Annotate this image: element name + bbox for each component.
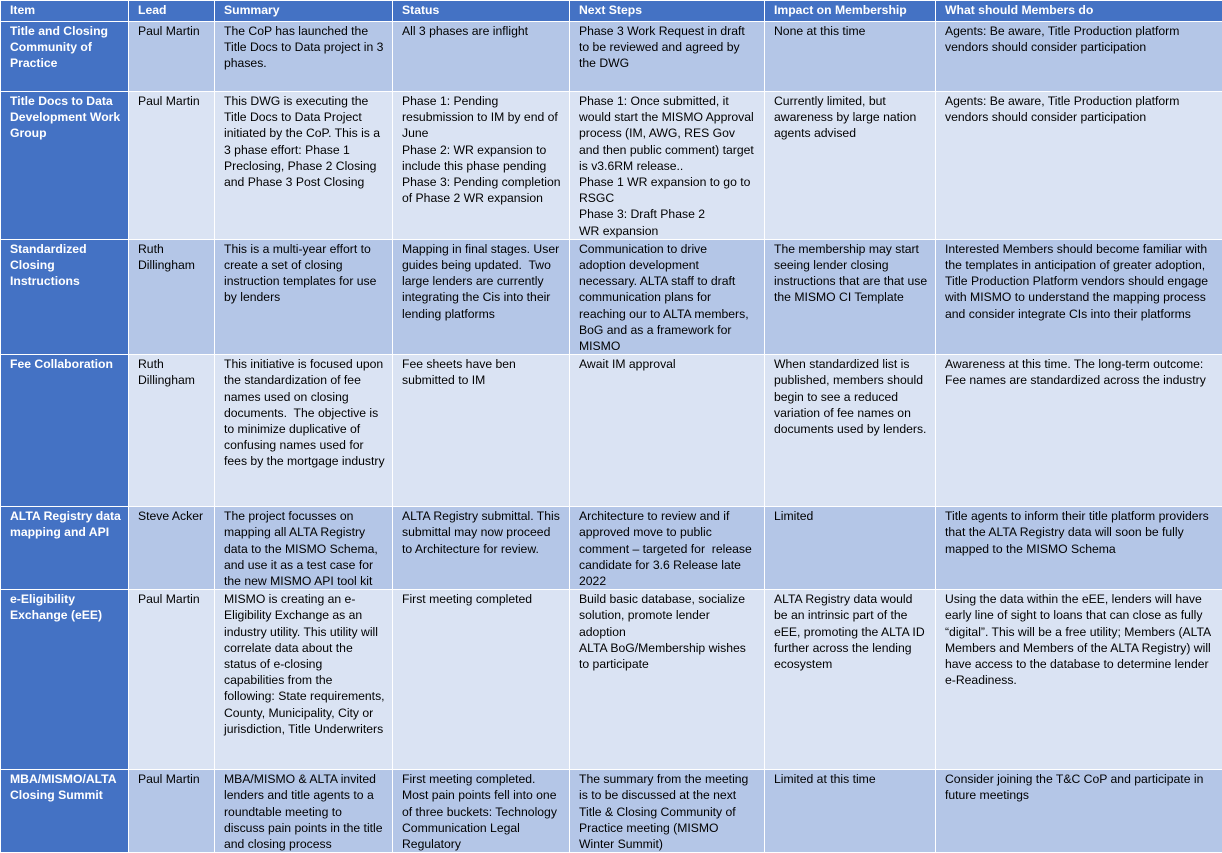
impact-cell [765, 22, 936, 92]
members-do-text: Agents: Be aware, Title Production platform vendors should consider participation [945, 93, 1215, 125]
members-do-cell [936, 770, 1222, 853]
item-cell [1, 239, 129, 354]
next-steps-text: Await IM approval [579, 356, 757, 372]
item-text: e-Eligibility Exchange (eEE) [10, 591, 121, 623]
status-cell [393, 239, 570, 354]
lead-cell [129, 22, 215, 92]
members-do-cell [936, 507, 1222, 590]
item-text: Title Docs to Data Development Work Group [10, 93, 121, 142]
lead-cell [129, 770, 215, 853]
impact-text: ALTA Registry data would be an intrinsic part of the eEE, promoting the ALTA ID further across the lending ecosystem [774, 591, 928, 672]
status-text: Fee sheets have ben submitted to IM [402, 356, 562, 388]
members-do-text: Consider joining the T&C CoP and participate in future meetings [945, 771, 1215, 803]
lead-text: Steve Acker [138, 508, 207, 524]
item-text: Fee Collaboration [10, 356, 121, 372]
summary-cell [215, 22, 393, 92]
status-text: Mapping in final stages. User guides being updated. Two large lenders are currently integrating the Cis into their lending platforms [402, 241, 562, 322]
members-do-cell [936, 22, 1222, 92]
summary-text: This is a multi-year effort to create a set of closing instruction templates for use by lenders [224, 241, 385, 306]
header-lead: Lead [129, 1, 215, 22]
header-item: Item [1, 1, 129, 22]
lead-text: Ruth Dillingham [138, 241, 207, 273]
impact-cell [765, 590, 936, 770]
status-cell [393, 22, 570, 92]
item-text: MBA/MISMO/ALTA Closing Summit [10, 771, 121, 803]
header-impact: Impact on Membership [765, 1, 936, 22]
next-steps-cell [570, 92, 765, 240]
table-row [1, 239, 1222, 354]
impact-cell [765, 770, 936, 853]
members-do-text: Using the data within the eEE, lenders will have early line of sight to loans that can close as fully “digital”. This will be a free utility; Members (ALTA Members and Members of the ALTA Registry) will have access to the database to determine lender e-Readiness. [945, 591, 1215, 688]
status-cell [393, 92, 570, 240]
lead-text: Ruth Dillingham [138, 356, 207, 388]
impact-text: Currently limited, but awareness by large nation agents advised [774, 93, 928, 142]
table-row [1, 507, 1222, 590]
lead-cell [129, 239, 215, 354]
item-cell [1, 22, 129, 92]
next-steps-text: Build basic database, socialize solution, promote lender adoption ALTA BoG/Membership wishes to participate [579, 591, 757, 672]
impact-cell [765, 239, 936, 354]
summary-cell [215, 590, 393, 770]
impact-cell [765, 92, 936, 240]
table-row [1, 770, 1222, 853]
members-do-text: Awareness at this time. The long-term outcome: Fee names are standardized across the industry [945, 356, 1215, 388]
status-cell [393, 355, 570, 507]
header-next-steps: Next Steps [570, 1, 765, 22]
lead-text: Paul Martin [138, 591, 207, 607]
item-cell [1, 590, 129, 770]
next-steps-cell [570, 355, 765, 507]
header-row [1, 1, 1222, 22]
summary-text: MBA/MISMO & ALTA invited lenders and title agents to a roundtable meeting to discuss pain points in the title and closing process [224, 771, 385, 852]
members-do-cell [936, 355, 1222, 507]
header-status: Status [393, 1, 570, 22]
next-steps-text: Phase 1: Once submitted, it would start the MISMO Approval process (IM, AWG, RES Gov and then public comment) target is v3.6RM release.. Phase 1 WR expansion to go to RSGC Phase 3: Draft Phase 2 WR expansion [579, 93, 757, 239]
status-cell [393, 590, 570, 770]
table-row [1, 590, 1222, 770]
members-do-cell [936, 92, 1222, 240]
status-text: All 3 phases are inflight [402, 23, 562, 39]
summary-text: The CoP has launched the Title Docs to Data project in 3 phases. [224, 23, 385, 72]
summary-cell [215, 239, 393, 354]
members-do-text: Interested Members should become familiar with the templates in anticipation of greater adoption, Title Production Platform vendors should engage with MISMO to understand the mapping process and consider integrate CIs into their platforms [945, 241, 1215, 322]
lead-text: Paul Martin [138, 93, 207, 109]
item-text: Standardized Closing Instructions [10, 241, 121, 290]
item-cell [1, 92, 129, 240]
next-steps-cell [570, 239, 765, 354]
impact-cell [765, 507, 936, 590]
summary-text: This DWG is executing the Title Docs to Data Project initiated by the CoP. This is a 3 phase effort: Phase 1 Preclosing, Phase 2 Closing and Phase 3 Post Closing [224, 93, 385, 190]
next-steps-text: Phase 3 Work Request in draft to be reviewed and agreed by the DWG [579, 23, 757, 72]
summary-cell [215, 507, 393, 590]
table-row [1, 92, 1222, 240]
members-do-text: Title agents to inform their title platform providers that the ALTA Registry data will soon be fully mapped to the MISMO Schema [945, 508, 1215, 557]
impact-text: Limited [774, 508, 928, 524]
next-steps-cell [570, 22, 765, 92]
lead-cell [129, 507, 215, 590]
item-cell [1, 507, 129, 590]
header-members-do: What should Members do [936, 1, 1222, 22]
table-row [1, 355, 1222, 507]
table-row [1, 22, 1222, 92]
status-text: Phase 1: Pending resubmission to IM by end of June Phase 2: WR expansion to include this phase pending Phase 3: Pending completion of Phase 2 WR expansion [402, 93, 562, 206]
lead-cell [129, 590, 215, 770]
status-cell [393, 770, 570, 853]
status-text: First meeting completed. Most pain points fell into one of three buckets: Technology Communication Legal Regulatory [402, 771, 562, 852]
next-steps-cell [570, 507, 765, 590]
summary-cell [215, 355, 393, 507]
lead-cell [129, 92, 215, 240]
item-cell [1, 770, 129, 853]
impact-text: The membership may start seeing lender closing instructions that are that use the MISMO CI Template [774, 241, 928, 306]
impact-cell [765, 355, 936, 507]
impact-text: When standardized list is published, members should begin to see a reduced variation of fee names on documents used by lenders. [774, 356, 928, 437]
header-summary: Summary [215, 1, 393, 22]
next-steps-cell [570, 590, 765, 770]
impact-text: Limited at this time [774, 771, 928, 787]
members-do-cell [936, 239, 1222, 354]
status-text: First meeting completed [402, 591, 562, 607]
members-do-cell [936, 590, 1222, 770]
summary-text: This initiative is focused upon the standardization of fee names used on closing documents. The objective is to minimize duplicative of confusing names used for fees by the mortgage industry [224, 356, 385, 469]
status-cell [393, 507, 570, 590]
lead-cell [129, 355, 215, 507]
status-text: ALTA Registry submittal. This submittal may now proceed to Architecture for review. [402, 508, 562, 557]
summary-cell [215, 770, 393, 853]
lead-text: Paul Martin [138, 771, 207, 787]
next-steps-text: Architecture to review and if approved move to public comment – targeted for release candidate for 3.6 Release late 2022 [579, 508, 757, 589]
summary-cell [215, 92, 393, 240]
members-do-text: Agents: Be aware, Title Production platform vendors should consider participation [945, 23, 1215, 55]
next-steps-text: The summary from the meeting is to be discussed at the next Title & Closing Community of Practice meeting (MISMO Winter Summit) [579, 771, 757, 852]
impact-text: None at this time [774, 23, 928, 39]
summary-text: The project focusses on mapping all ALTA Registry data to the MISMO Schema, and use it as a test case for the new MISMO API tool kit [224, 508, 385, 589]
lead-text: Paul Martin [138, 23, 207, 39]
next-steps-text: Communication to drive adoption development necessary. ALTA staff to draft communication plans for reaching our to ALTA members, BoG and as a framework for MISMO [579, 241, 757, 354]
item-text: ALTA Registry data mapping and API [10, 508, 121, 540]
summary-text: MISMO is creating an e-Eligibility Exchange as an industry utility. This utility will correlate data about the status of e-closing capabilities from the following: State requirements, County, Municipality, City or jurisdiction, Title Underwriters [224, 591, 385, 737]
item-text: Title and Closing Community of Practice [10, 23, 121, 72]
next-steps-cell [570, 770, 765, 853]
item-cell [1, 355, 129, 507]
